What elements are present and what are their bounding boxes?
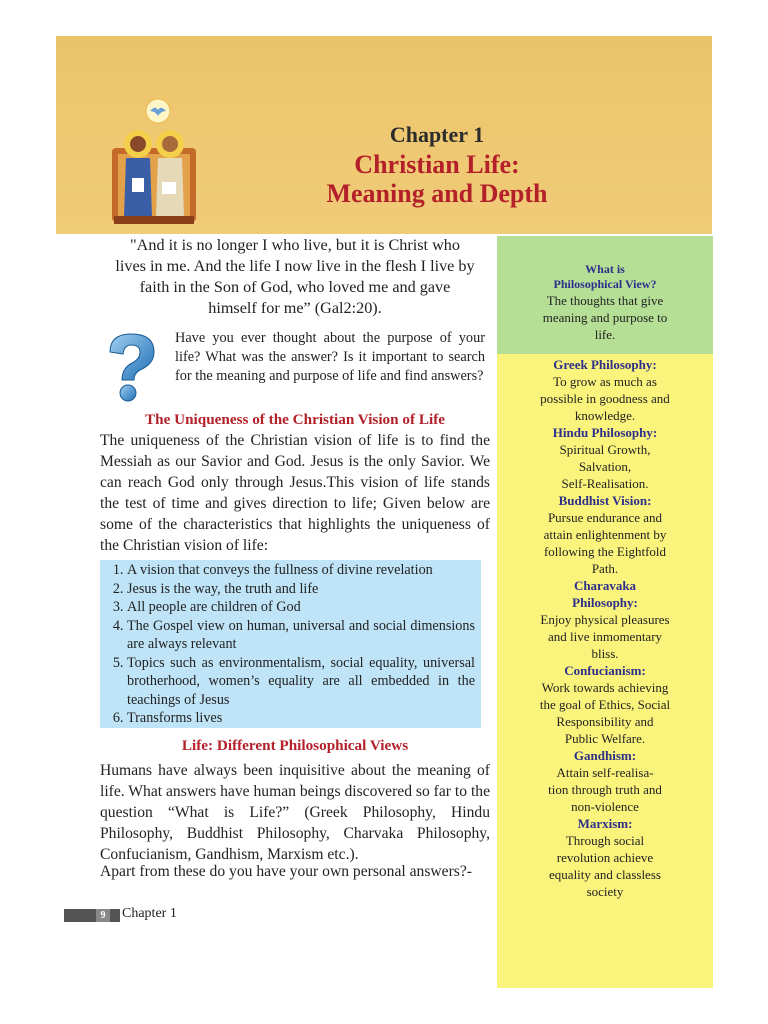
page-number: 9 [96,909,110,922]
gandhism-text: non-violence [571,799,639,814]
question-mark-icon [100,330,162,404]
marxism-heading: Marxism: [577,816,633,831]
charavaka-text: and live inmomentary [547,629,663,644]
bible-quote [100,235,490,319]
uniqueness-paragraph: The uniqueness of the Christian vision of life is to find the Messiah as our Savior and God. Jesus is the only Savior. We can reach God only through Jesus.This vision of life stands the test of time and gives direction to life; Given below are some of the characteristics that highlights the uniqueness of the Christian vision of life: [100,432,490,554]
footer-bar [64,909,120,922]
footer-chapter-label: Chapter 1 [122,906,177,921]
sidebar-intro-text: meaning and purpose to [542,310,668,325]
list-item: 2. Jesus is the way, the truth and life [127,580,475,599]
confucianism-text: Public Welfare. [564,731,646,746]
philosophical-views-paragraph: Humans have always been inquisitive about the meaning of life. What answers have human beings discovered so far to the question “What is Life?” (Greek Philosophy, Hindu Philosophy, Buddhist Philosophy, Charvaka Philosophy, Confucianism, Gandhism, Marxism etc.). [100,762,490,863]
characteristics-list [100,560,481,728]
sidebar-intro-text: life. [594,327,616,342]
sidebar-intro [497,262,713,343]
gandhism-text: tion through truth and [548,782,662,797]
chapter-title-line1: Christian Life: [354,150,520,179]
gandhism-text: Attain self-realisa- [556,765,654,780]
charavaka-text: Enjoy physical pleasures [540,612,670,627]
greek-text: To grow as much as [553,374,657,389]
gandhism-heading: Gandhism: [573,748,637,763]
charavaka-heading: Charavaka [573,578,637,593]
hindu-heading: Hindu Philosophy: [552,425,658,440]
quote-line: himself for me” (Gal2:20). [208,299,382,317]
buddhist-text: following the Eightfold [543,544,667,559]
hindu-text: Spiritual Growth, [559,442,651,457]
confucianism-heading: Confucianism: [564,663,646,678]
buddhist-text: Path. [591,561,619,576]
sidebar-intro-heading: What is [585,262,625,276]
marxism-text: Through social [565,833,645,848]
greek-text: knowledge. [574,408,636,423]
list-item: 6. Transforms lives [127,709,475,728]
list-item: 1. A vision that conveys the fullness of divine revelation [127,561,475,580]
marxism-text: equality and classless [549,867,661,882]
section-heading-uniqueness: The Uniqueness of the Christian Vision of Life [145,411,445,428]
reflection-questions: Have you ever thought about the purpose of your life? What was the answer? Is it important to search for the meaning and purpose of life and find answers? [175,330,485,384]
quote-line: faith in the Son of God, who loved me and gave [139,278,451,296]
confucianism-text: Work towards achieving [541,680,669,695]
marxism-text: society [586,884,624,899]
dove-icon [145,98,171,124]
chapter-label: Chapter 1 [389,122,485,147]
list-item: 5. Topics such as environmentalism, social equality, universal brotherhood, women’s equality are all embedded in the teachings of Jesus [127,654,475,710]
sidebar-intro-heading: Philosophical View? [553,277,657,291]
chapter-title [290,150,584,208]
charavaka-text: bliss. [591,646,619,661]
closing-question: Apart from these do you have your own personal answers?- [100,863,472,880]
marxism-text: revolution achieve [556,850,654,865]
confucianism-text: Responsibility and [556,714,654,729]
confucianism-text: the goal of Ethics, Social [539,697,671,712]
quote-line: lives in me. And the life I now live in the flesh I live by [115,257,475,275]
list-item: 3. All people are children of God [127,598,475,617]
greek-heading: Greek Philosophy: [553,357,657,372]
hindu-text: Salvation, [578,459,632,474]
charavaka-heading: Philosophy: [572,595,638,610]
hindu-text: Self-Realisation. [561,476,649,491]
buddhist-text: attain enlightenment by [543,527,667,542]
list-item: 4. The Gospel view on human, universal and social dimensions are always relevant [127,617,475,654]
section-heading-philosophical-views: Life: Different Philosophical Views [181,737,409,754]
chapter-title-line2: Meaning and Depth [326,179,548,208]
quote-line: "And it is no longer I who live, but it is Christ who [130,236,460,254]
greek-text: possible in goodness and [540,391,670,406]
sidebar-intro-text: The thoughts that give [546,293,664,308]
sidebar-philosophies [497,356,713,900]
buddhist-heading: Buddhist Vision: [558,493,652,508]
buddhist-text: Pursue endurance and [547,510,663,525]
characteristics-list-box [100,560,481,728]
